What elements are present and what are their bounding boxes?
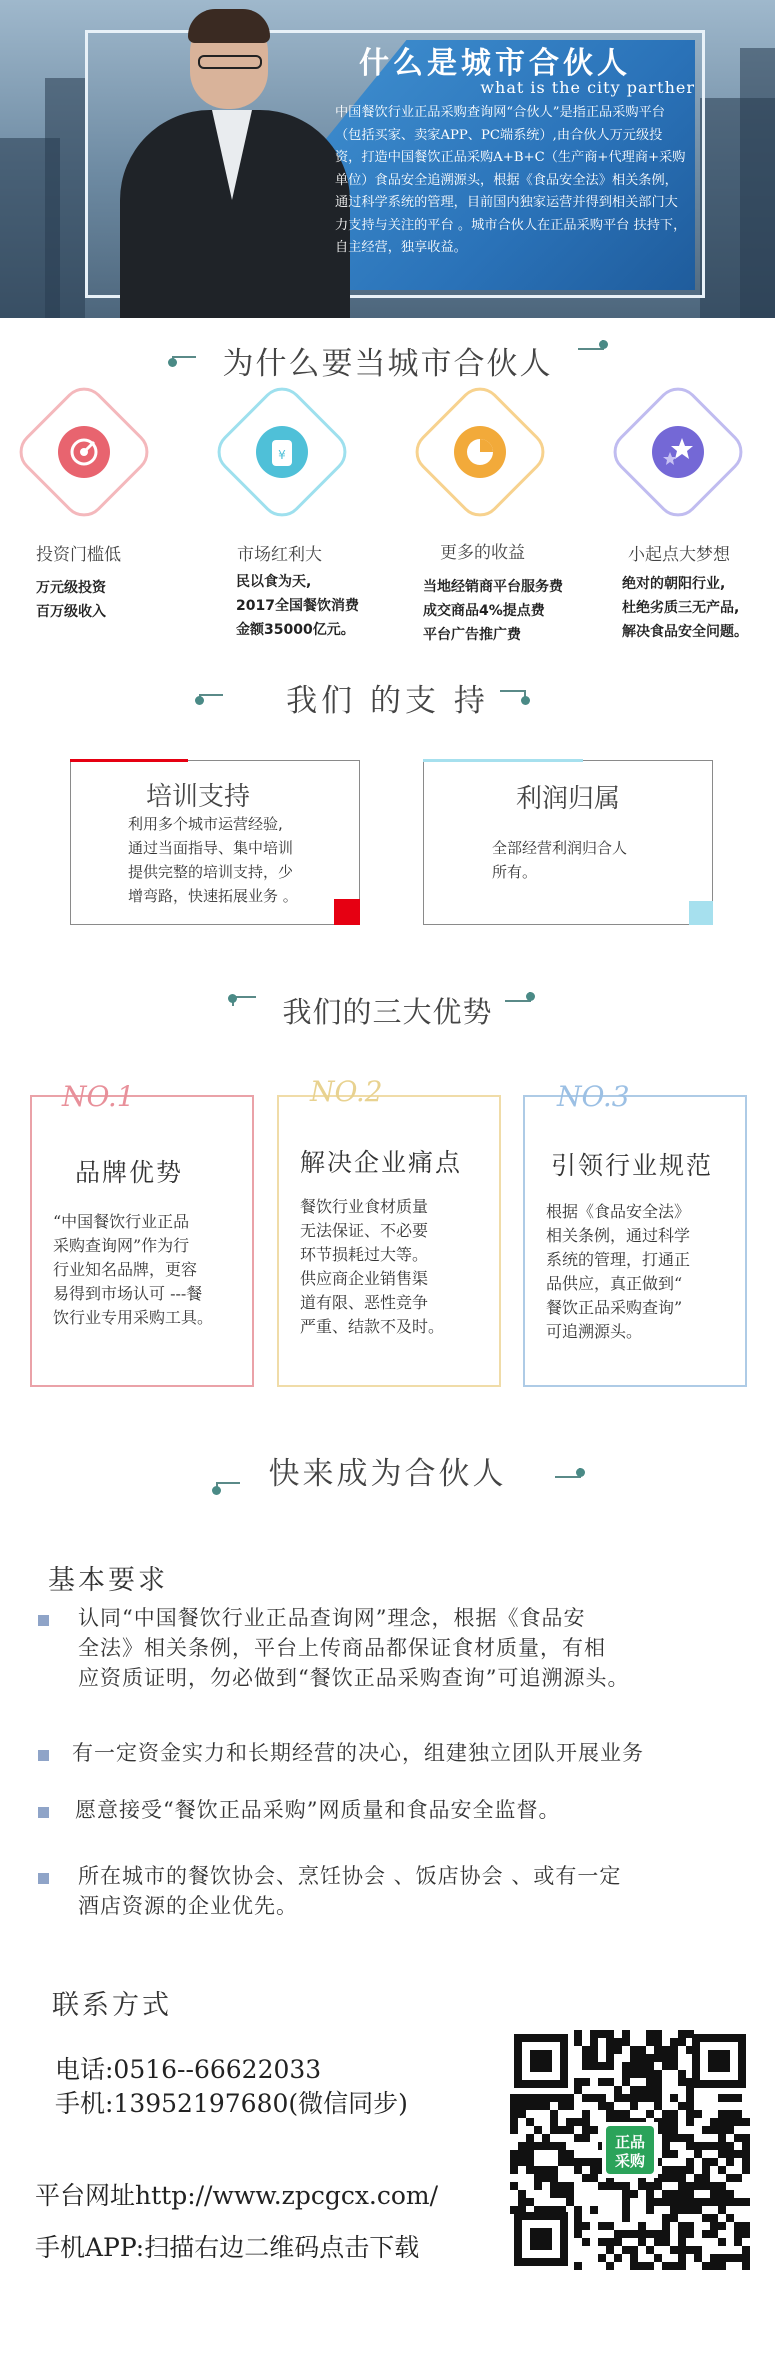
hero-description: 中国餐饮行业正品采购查询网“合伙人”是指正品采购平台（包括买家、卖家APP、PC端系统）,由合伙人万元级投资，打造中国餐饮正品采购A+B+C（生产商+代理商+采购单位）食品安全追溯源头，根据《食品安全法》相关条例，通过科学系统的管理，目前国内独家运营并得到相关部门大力支持与关注的平台 。城市合伙人在正品采购平台 扶持下，自主经营，独享收益。 [335, 105, 687, 255]
bullet [38, 1807, 49, 1818]
advantage-no-2: NO.2 [310, 1075, 383, 1108]
bullet [38, 1750, 49, 1761]
why-title: 为什么要当城市合伙人 [222, 346, 553, 382]
advantage-no-1: NO.1 [62, 1080, 135, 1113]
requirements-heading: 基本要求 [48, 1565, 168, 1596]
advantage-title-2: 解决企业痛点 [300, 1148, 463, 1177]
title-deco-right [505, 992, 535, 1006]
app-download-text: 手机APP:扫描右边二维码点击下载 [35, 2233, 420, 2262]
mobile-number: 手机:13952197680(微信同步) [55, 2089, 408, 2118]
title-deco-right [555, 1468, 585, 1482]
title-deco-right [578, 340, 608, 354]
phone-number: 电话:0516--66622033 [55, 2055, 322, 2084]
contact-heading: 联系方式 [52, 1990, 172, 2021]
requirement-2: 有一定资金实力和长期经营的决心，组建独立团队开展业务 [72, 1741, 644, 1765]
website-link[interactable]: 平台网址http://www.zpcgcx.com/ [35, 2181, 439, 2210]
why-label-4: 小起点大梦想 [628, 545, 730, 565]
training-support-title: 培训支持 [146, 782, 251, 812]
why-label-1: 投资门槛低 [36, 545, 121, 565]
advantage-no-3: NO.3 [557, 1080, 630, 1113]
target-icon [58, 426, 110, 478]
requirement-4: 所在城市的餐饮协会、烹饪协会 、饭店协会 、或有一定 酒店资源的企业优先。 [78, 1864, 622, 1918]
requirement-1: 认同“中国餐饮行业正品查询网”理念，根据《食品安 全法》相关条例，平台上传商品都保证食材质量，有相 应资质证明，勿必做到“餐饮正品采购查询”可追溯源头。 [78, 1606, 630, 1690]
why-desc-1: 万元级投资 百万级收入 [36, 580, 106, 620]
requirement-3: 愿意接受“餐饮正品采购”网质量和食品安全监督。 [75, 1798, 561, 1822]
hero-title: 什么是城市合伙人 [359, 46, 631, 81]
why-desc-4: 绝对的朝阳行业, 杜绝劣质三无产品, 解决食品安全问题。 [622, 576, 748, 640]
money-jar-icon [256, 426, 308, 478]
why-desc-3: 当地经销商平台服务费 成交商品4%提点费 平台广告推广费 [423, 579, 563, 643]
bullet [38, 1615, 49, 1626]
svg-text:¥: ¥ [278, 448, 286, 462]
qr-badge-text-1: 正品 [614, 2133, 646, 2151]
profit-text: 全部经营利润归合人 所有。 [492, 839, 628, 881]
advantage-text-2: 餐饮行业食材质量 无法保证、不必要 环节损耗过大等。 供应商企业销售渠 道有限、恶性竞争 严重、结款不及时。 [300, 1197, 445, 1336]
qr-code[interactable] [510, 2030, 750, 2270]
support-title: 我们 的支 持 [286, 683, 489, 719]
pie-chart-icon [454, 426, 506, 478]
advantages-title: 我们的三大优势 [282, 995, 493, 1029]
advantage-text-1: “中国餐饮行业正品 采购查询网”作为行 行业知名品牌，更容 易得到市场认可 ---餐 饮行业专用采购工具。 [53, 1212, 214, 1327]
qr-badge-text-2: 采购 [614, 2152, 646, 2170]
join-title: 快来成为合伙人 [268, 1456, 507, 1492]
stars-icon [652, 426, 704, 478]
bullet [38, 1873, 49, 1884]
advantage-text-3: 根据《食品安全法》 相关条例，通过科学 系统的管理，打通正 品供应，真正做到“ 餐饮正品采购查询” 可追溯源头。 [546, 1202, 691, 1341]
advantage-title-3: 引领行业规范 [551, 1151, 714, 1180]
why-label-2: 市场红利大 [237, 545, 322, 565]
training-support-text: 利用多个城市运营经验, 通过当面指导、集中培训 提供完整的培训支持，少 增弯路，快速拓展业务 。 [128, 815, 298, 905]
why-desc-2: 民以食为天, 2017全国餐饮消费 金额35000亿元。 [236, 574, 359, 638]
profit-title: 利润归属 [516, 784, 621, 814]
advantage-title-1: 品牌优势 [75, 1158, 184, 1187]
title-deco-right [500, 690, 530, 704]
why-label-3: 更多的收益 [440, 543, 525, 563]
hero-subtitle: what is the city parther [480, 78, 695, 97]
